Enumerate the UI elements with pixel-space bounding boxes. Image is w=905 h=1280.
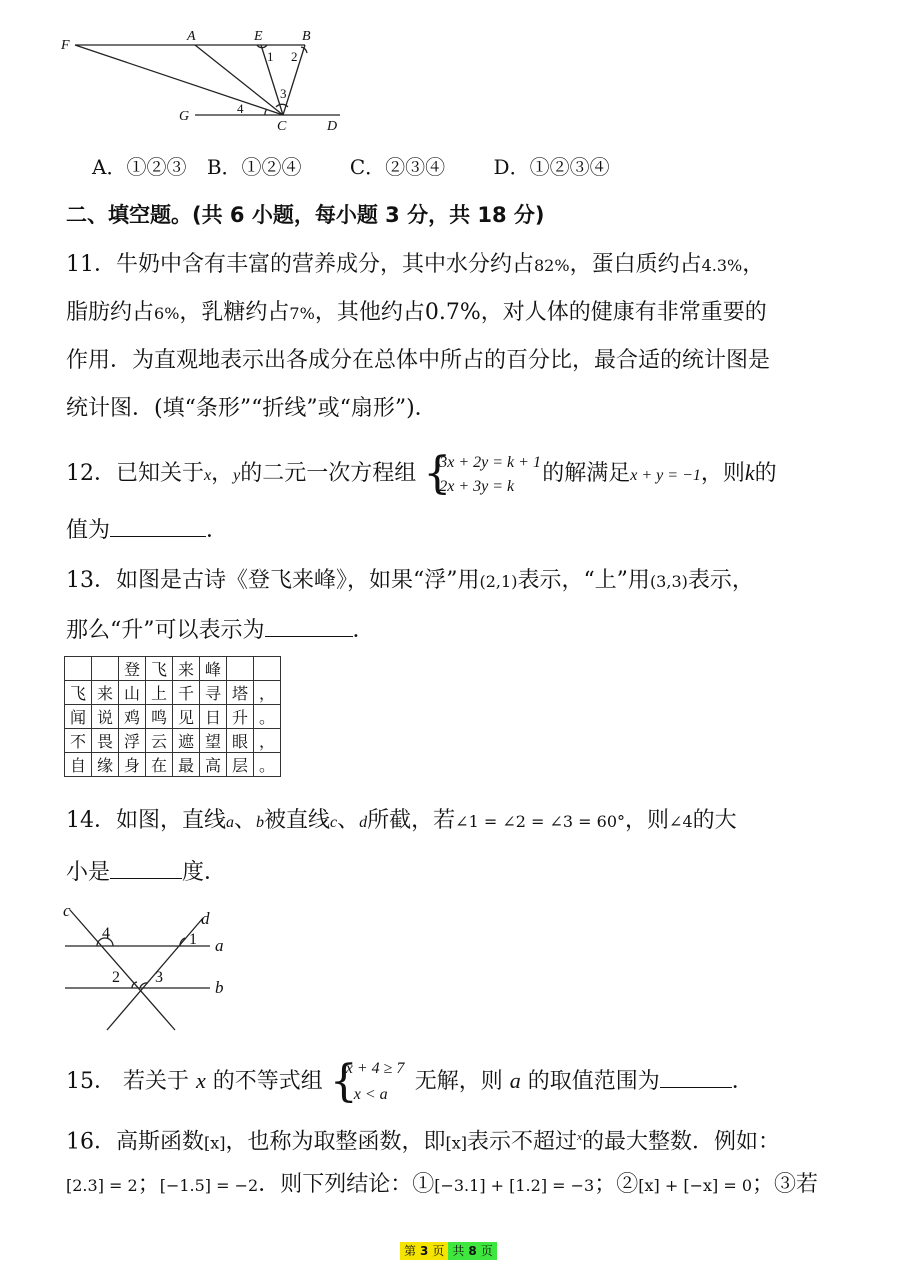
q13-line2: 那么“升”可以表示为 ． xyxy=(66,614,375,646)
poem-cell: 层 xyxy=(227,753,254,777)
poem-cell: 峰 xyxy=(200,657,227,681)
poem-cell: 鸣 xyxy=(146,705,173,729)
q11-line2: 脂肪约占6%，乳糖约占7%，其他约占0.7%，对人体的健康有非常重要的 xyxy=(66,300,767,325)
poem-cell: 寻 xyxy=(200,681,227,705)
poem-cell: 自 xyxy=(65,753,92,777)
q11-line3: 作用．为直观地表示出各成分在总体中所占的百分比，最合适的统计图是 xyxy=(66,348,771,373)
poem-cell: 不 xyxy=(65,729,92,753)
poem-cell: 来 xyxy=(173,657,200,681)
poem-cell: 身 xyxy=(119,753,146,777)
option-b: B．①②④ xyxy=(206,155,302,179)
poem-cell: 升 xyxy=(227,705,254,729)
q15-line: 15． 若关于 x 的不等式组 { x + 4 ≥ 7 x < a 无解，则 a 的取值范围为 ． xyxy=(66,1056,754,1107)
q14-line2: 小是 度． xyxy=(66,856,226,888)
q14-line1: 14．如图，直线a、b被直线c、d所截，若∠1 = ∠2 = ∠3 = 60°，则∠4的大 xyxy=(66,808,737,833)
q12-line2: 值为 ． xyxy=(66,514,228,546)
poem-cell: 千 xyxy=(173,681,200,705)
poem-cell: 高 xyxy=(200,753,227,777)
poem-cell: 望 xyxy=(200,729,227,753)
page-total-segment: 共 8 页 xyxy=(448,1242,496,1260)
poem-cell: 遮 xyxy=(173,729,200,753)
poem-cell: 塔 xyxy=(227,681,254,705)
q14-angle-1: 1 xyxy=(189,931,197,948)
line-label-a: a xyxy=(215,936,224,955)
label-A: A xyxy=(187,29,196,44)
label-B: B xyxy=(302,29,311,44)
angle-4: 4 xyxy=(237,101,244,116)
label-C: C xyxy=(277,119,287,134)
q12-equation-system: { 3x + 2y = k + 1 2x + 3y = k xyxy=(423,448,541,499)
poem-row xyxy=(65,705,281,729)
angle-1: 1 xyxy=(267,49,274,64)
poem-row xyxy=(65,657,281,681)
poem-cell: 登 xyxy=(119,657,146,681)
label-F: F xyxy=(61,38,70,53)
q12-line1: 12．已知关于x，y的二元一次方程组 { 3x + 2y = k + 1 2x + 3y = k 的解满足x + y = −1，则k的 xyxy=(66,448,777,499)
poem-cell: ， xyxy=(254,729,281,753)
q11-line1: 11．牛奶中含有丰富的营养成分，其中水分约占82%，蛋白质约占4.3%， xyxy=(66,252,765,277)
q14-answer-blank xyxy=(110,856,182,879)
poem-cell: 鸡 xyxy=(119,705,146,729)
option-d: D．①②③④ xyxy=(493,155,610,179)
q10-options xyxy=(92,152,610,182)
poem-cell: 飞 xyxy=(146,657,173,681)
q11-line4: 统计图．(填“条形”“折线”或“扇形”)． xyxy=(66,396,437,421)
q16-line1: 16．高斯函数[x]，也称为取整函数，即[x]表示不超过$^x$的最大整数．例如： xyxy=(66,1129,780,1155)
poem-cell xyxy=(92,657,119,681)
q14-angle-2: 2 xyxy=(112,969,120,986)
poem-cell: 。 xyxy=(254,705,281,729)
option-c: C．②③④ xyxy=(349,155,446,179)
poem-cell: 在 xyxy=(146,753,173,777)
poem-cell: 飞 xyxy=(65,681,92,705)
q14-figure xyxy=(55,898,245,1038)
poem-grid xyxy=(64,656,281,777)
poem-cell: 来 xyxy=(92,681,119,705)
q13-answer-blank xyxy=(265,614,353,637)
line-label-c: c xyxy=(63,901,71,920)
poem-row xyxy=(65,681,281,705)
option-a: A．①②③ xyxy=(92,155,187,179)
q15-answer-blank xyxy=(660,1065,732,1088)
angle-2: 2 xyxy=(291,49,298,64)
poem-cell: 畏 xyxy=(92,729,119,753)
poem-cell: 云 xyxy=(146,729,173,753)
page-current-segment: 第 3 页 xyxy=(400,1242,448,1260)
poem-cell: 最 xyxy=(173,753,200,777)
angle-3: 3 xyxy=(280,86,287,101)
q12-answer-blank xyxy=(110,514,206,537)
q13-line1: 13．如图是古诗《登飞来峰》，如果“浮”用(2,1)表示，“上”用(3,3)表示， xyxy=(66,568,754,593)
poem-cell: 上 xyxy=(146,681,173,705)
poem-cell: 日 xyxy=(200,705,227,729)
poem-cell xyxy=(254,657,281,681)
poem-cell: 。 xyxy=(254,753,281,777)
label-D: D xyxy=(327,119,338,134)
q10-figure xyxy=(55,25,355,135)
line-label-d: d xyxy=(201,909,210,928)
q14-angle-3: 3 xyxy=(155,969,163,986)
label-E: E xyxy=(254,29,263,44)
poem-cell: 说 xyxy=(92,705,119,729)
page-indicator xyxy=(400,1242,497,1260)
poem-row xyxy=(65,729,281,753)
poem-cell: 山 xyxy=(119,681,146,705)
poem-row xyxy=(65,753,281,777)
poem-cell xyxy=(65,657,92,681)
poem-cell: 见 xyxy=(173,705,200,729)
poem-cell: ， xyxy=(254,681,281,705)
poem-cell: 浮 xyxy=(119,729,146,753)
label-G: G xyxy=(179,109,190,124)
poem-cell: 闻 xyxy=(65,705,92,729)
poem-cell: 缘 xyxy=(92,753,119,777)
q14-angle-4: 4 xyxy=(102,925,110,942)
poem-cell xyxy=(227,657,254,681)
section-heading: 二、填空题。(共 6 小题，每小题 3 分，共 18 分) xyxy=(66,203,545,227)
q16-line2: [2.3] = 2；[−1.5] = −2．则下列结论：①[−3.1] + [1.2] = −3；②[x] + [−x] = 0；③若 xyxy=(66,1172,819,1197)
q15-inequality-system: { x + 4 ≥ 7 x < a xyxy=(329,1056,405,1107)
poem-cell: 眼 xyxy=(227,729,254,753)
line-label-b: b xyxy=(215,978,224,997)
